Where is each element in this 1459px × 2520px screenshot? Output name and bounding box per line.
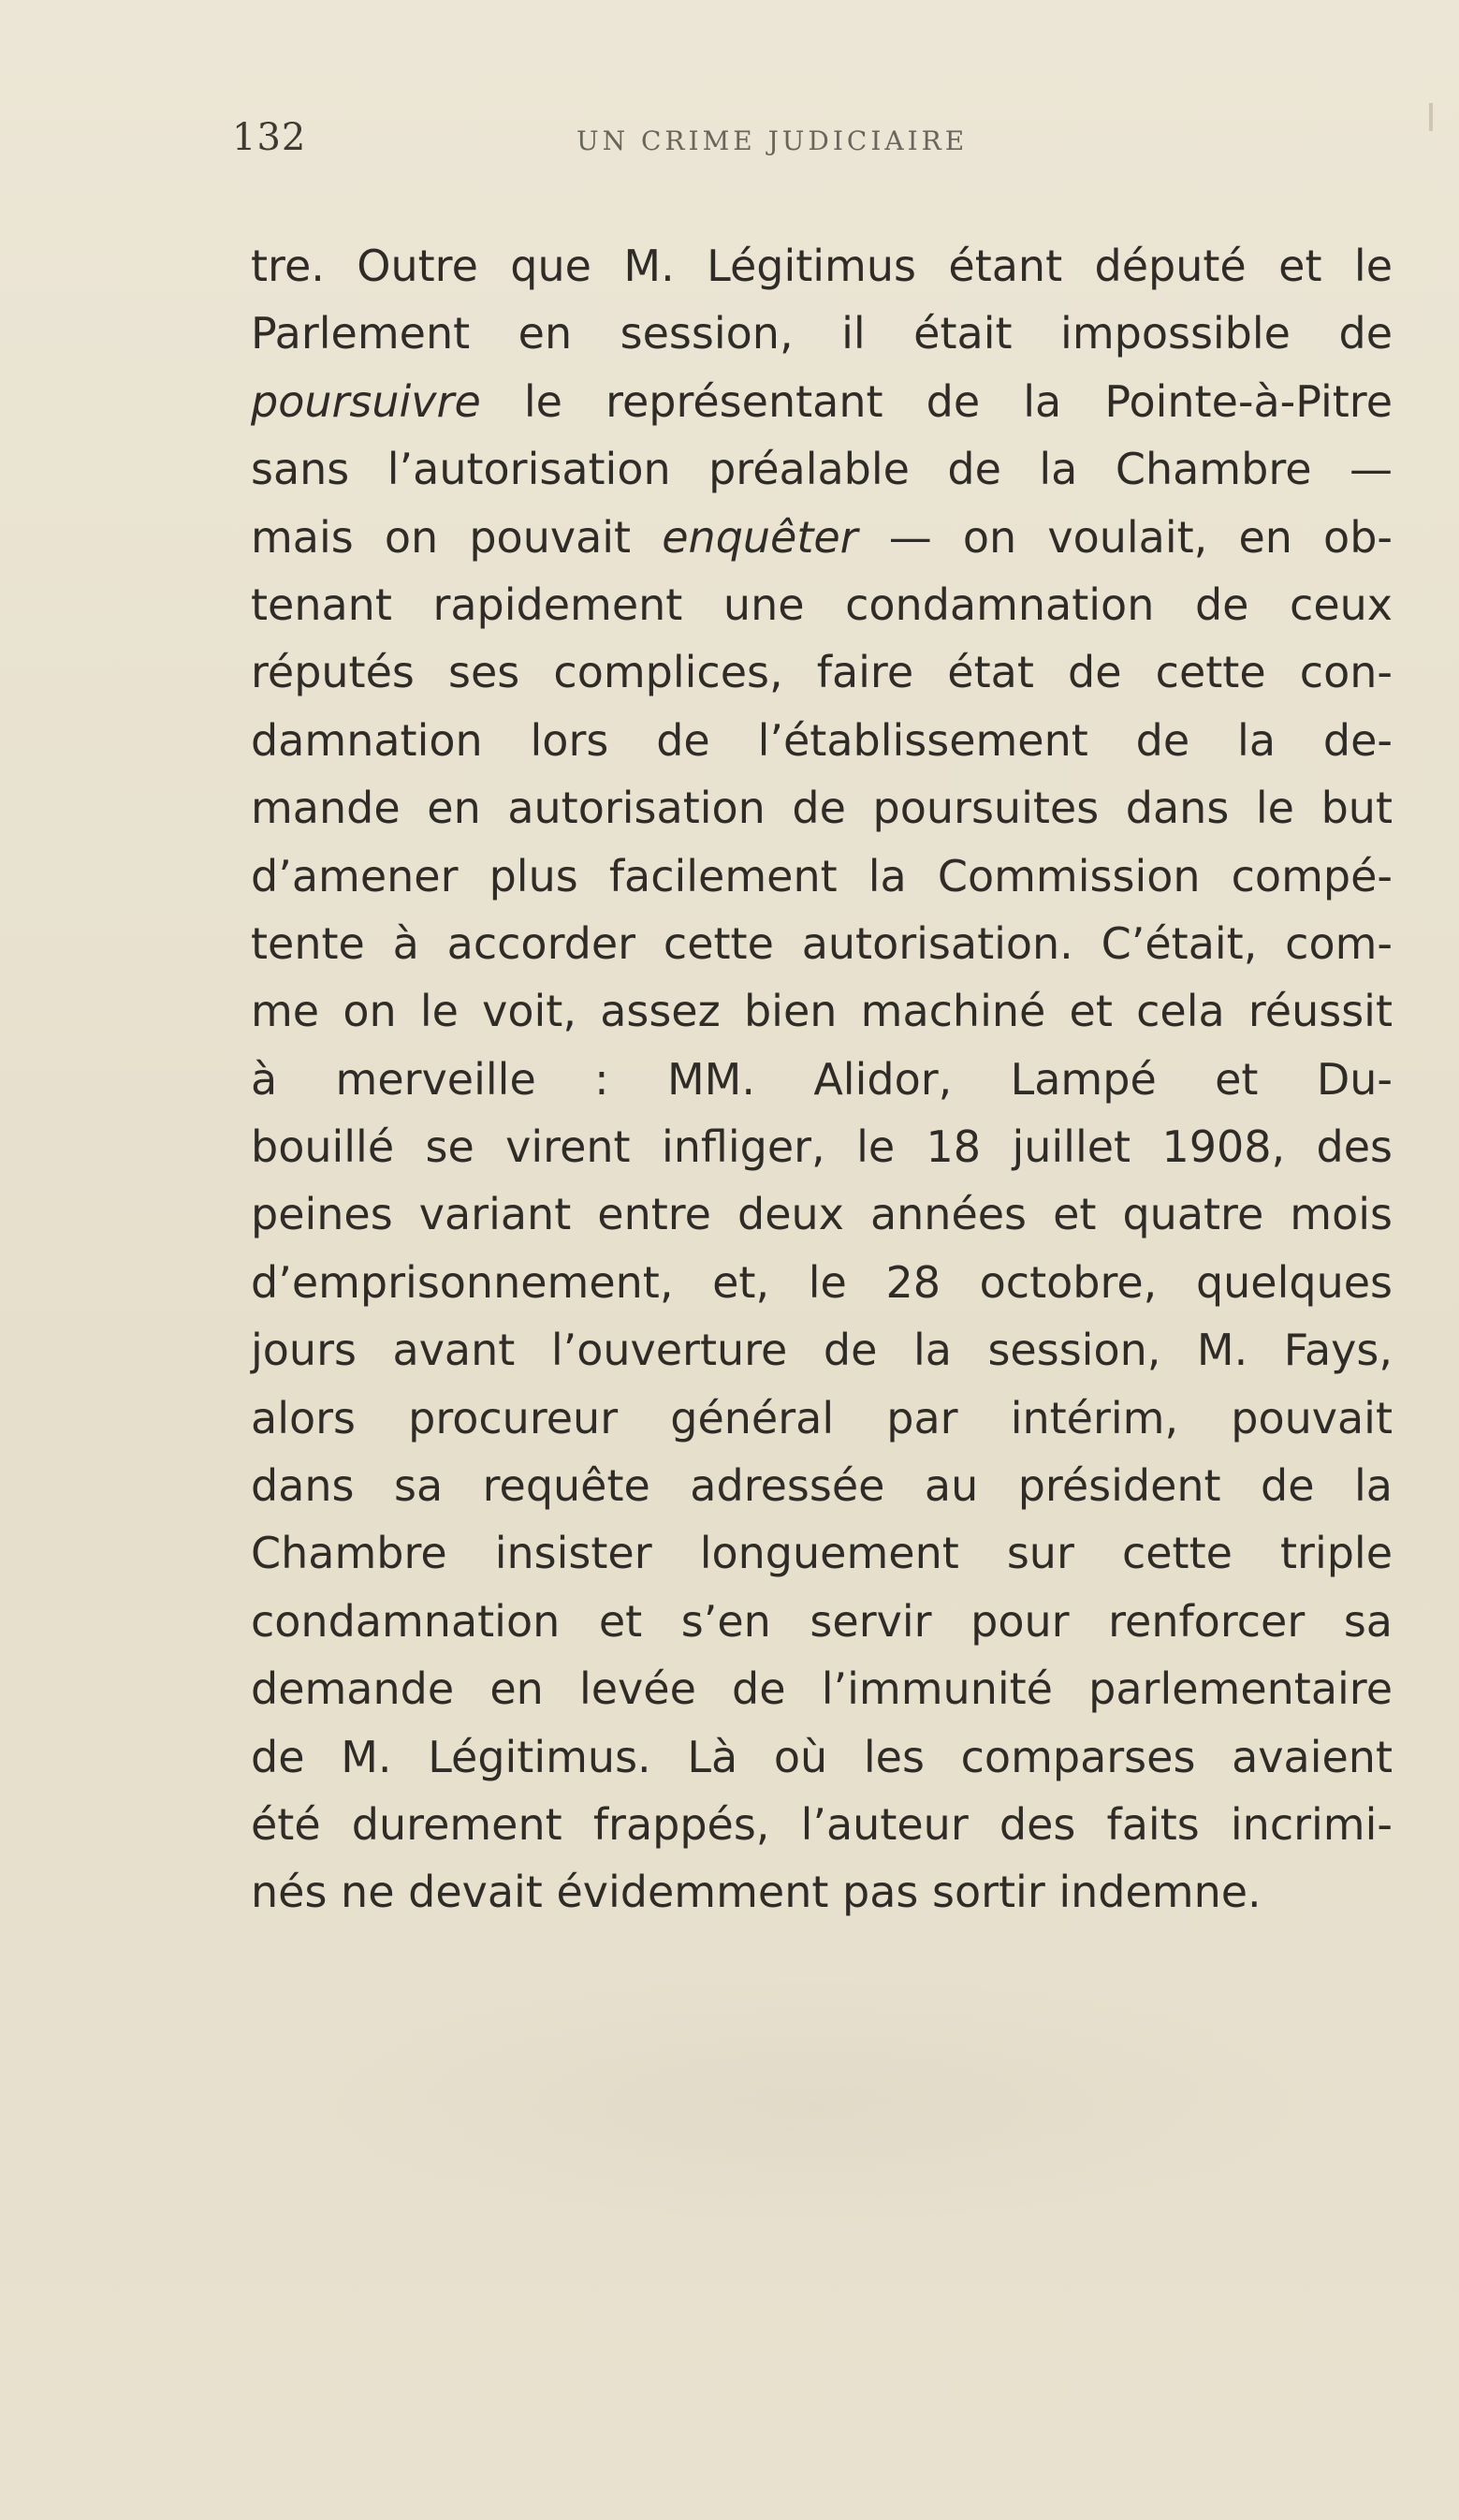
text-line: Parlement en session, il était impossible de xyxy=(251,308,1393,359)
text-line: jours avant l’ouverture de la session, M. Fays, xyxy=(251,1325,1393,1376)
text-line: alors procureur général par intérim, pouvait xyxy=(251,1392,1393,1443)
text-line: nés ne devait évidemment pas sortir indemne. xyxy=(251,1867,1262,1918)
running-head xyxy=(232,116,1393,172)
text-line: tente à accorder cette autorisation. C’était, com- xyxy=(251,917,1393,969)
page-number: 132 xyxy=(232,116,307,159)
text-line: réputés ses complices, faire état de cette con- xyxy=(251,647,1393,698)
italic-emphasis: enquêter xyxy=(662,511,858,563)
running-title: UN CRIME JUDICIAIRE xyxy=(576,125,969,156)
text-line: sans l’autorisation préalable de la Chambre — xyxy=(251,444,1393,495)
text-line: condamnation et s’en servir pour renforcer sa xyxy=(251,1595,1393,1647)
text-line: à merveille : MM. Alidor, Lampé et Du- xyxy=(251,1053,1393,1105)
text-line: damnation lors de l’établissement de la de- xyxy=(251,714,1393,766)
text-line: d’emprisonnement, et, le 28 octobre, quelques xyxy=(251,1256,1393,1308)
text-line: me on le voit, assez bien machiné et cela réussit xyxy=(251,986,1393,1037)
text-line: dans sa requête adressée au président de la xyxy=(251,1460,1393,1512)
text-line: d’amener plus facilement la Commission compé- xyxy=(251,850,1393,901)
text-line: demande en levée de l’immunité parlementaire xyxy=(251,1663,1393,1715)
text-line: bouillé se virent infliger, le 18 juillet 1908, des xyxy=(251,1121,1393,1173)
body-paragraph xyxy=(251,232,1393,1927)
text-line: mais on pouvait enquêter — on voulait, en ob- xyxy=(251,511,1393,563)
text-line: Chambre insister longuement sur cette triple xyxy=(251,1528,1393,1579)
text-line: de M. Légitimus. Là où les comparses avaient xyxy=(251,1731,1393,1782)
page-edge-mark xyxy=(1429,103,1433,131)
text-line: tenant rapidement une condamnation de ceux xyxy=(251,579,1393,630)
text-line: tre. Outre que M. Légitimus étant député et le xyxy=(251,241,1393,291)
show-through-shadow xyxy=(253,1966,1376,2247)
text-line: peines variant entre deux années et quatre mois xyxy=(251,1189,1393,1240)
text-line: poursuivre le représentant de la Pointe-à-Pitre xyxy=(251,375,1393,427)
italic-emphasis: poursuivre xyxy=(251,375,481,427)
text-line: été durement frappés, l’auteur des faits incrimi- xyxy=(251,1798,1393,1850)
text-line: mande en autorisation de poursuites dans le but xyxy=(251,783,1393,834)
